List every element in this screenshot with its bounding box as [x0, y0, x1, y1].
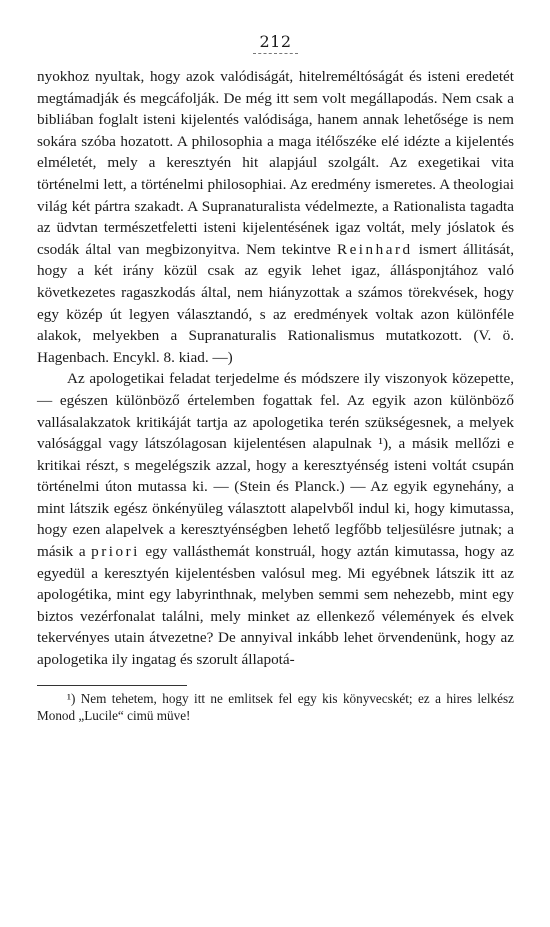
footnote-separator: [37, 685, 187, 686]
body-text: [37, 66, 514, 671]
page-number: 212: [37, 32, 514, 54]
spaced-name-reinhard: Reinhard: [336, 240, 413, 258]
paragraph-2: Az apologetikai feladat terjedelme és módszere ily viszonyok közepette, — egészen különböző értelemben fogattak fel. Az egyik azon különböző vallásalakzatok kritikáját tartja az apologetika terén szükségesnek, a melyek valósággal vagy látszólagosan kijelentésen alapulnak ¹), a másik mellőzi e kritikai részt, s megelégszik azzal, hogy a keresztyénség isteni voltát csupán történelmi úton mutassa ki. — (Stein és Planck.) — Az egyik egynehány, a mint látszik egész önkényüleg választott alapelvből indul ki, hogy kimutassa, hogy ezen alapelvek a keresztyénségben lehető legfőbb teljesülésre jutnak; a másik a priori egy vallásthemát konstruál, hogy aztán kimutassa, hogy az egyedül a keresztyén kijelentésben valósul meg. Mi egyébnek látszik itt az apologétika, mint egy labyrinthnak, melyben semmi sem nehezebb, mint egy biztos vezérfonalat találni, mely minket az ellenkező vélemények és elvek tekervényes utain átvezetne? De annyival inkább lehet örvendenünk, hogy az apologetika ily ingatag és szorult állapotá-: [37, 370, 514, 669]
paragraph-1: nyokhoz nyultak, hogy azok valódiságát, hitelreméltóságát és isteni eredetét megtámadják és megcáfolják. De még itt sem volt megállapodás. Nem csak a bibliában foglalt isteni kijelentés valódisága, hanem annak lehetősége is nem sokára szóba hozatott. A philosophia a maga itélőszéke elé idézte a kijelentés elméletét, mely a keresztyén hit alapjául szolgált. Az exegetikai vita történelmi lett, a történelmi philosophiai. Az eredmény ismeretes. A theologiai világ két pártra szakadt. A Supranaturalista védelmezte, a Rationalista tagadta az üdvtan természetfeletti isteni kijelentésének igaz voltát, mely jóslatok és csodák által van megbizonyitva. Nem tekintve Reinhard ismert állitását, hogy a két irány közül csak az egyik lehet igaz, állásponjtához való következetes ragaszkodás által, nem hiányzottak a számos törekvések, hogy egy közép út legyen választandó, s az eredmények voltak azon különféle alakok, melyekben a Supranaturalis Rationalismus mutatkozott. (V. ö. Hagenbach. Encykl. 8. kiad. —): [37, 68, 514, 366]
footnote: ¹) Nem tehetem, hogy itt ne emlitsek fel egy kis könyvecskét; ez a hires lelkész Monod „Lucile“ cimü müve!: [37, 690, 514, 723]
footnote-reference: ¹): [378, 435, 389, 453]
spaced-term-priori: priori: [91, 543, 140, 561]
